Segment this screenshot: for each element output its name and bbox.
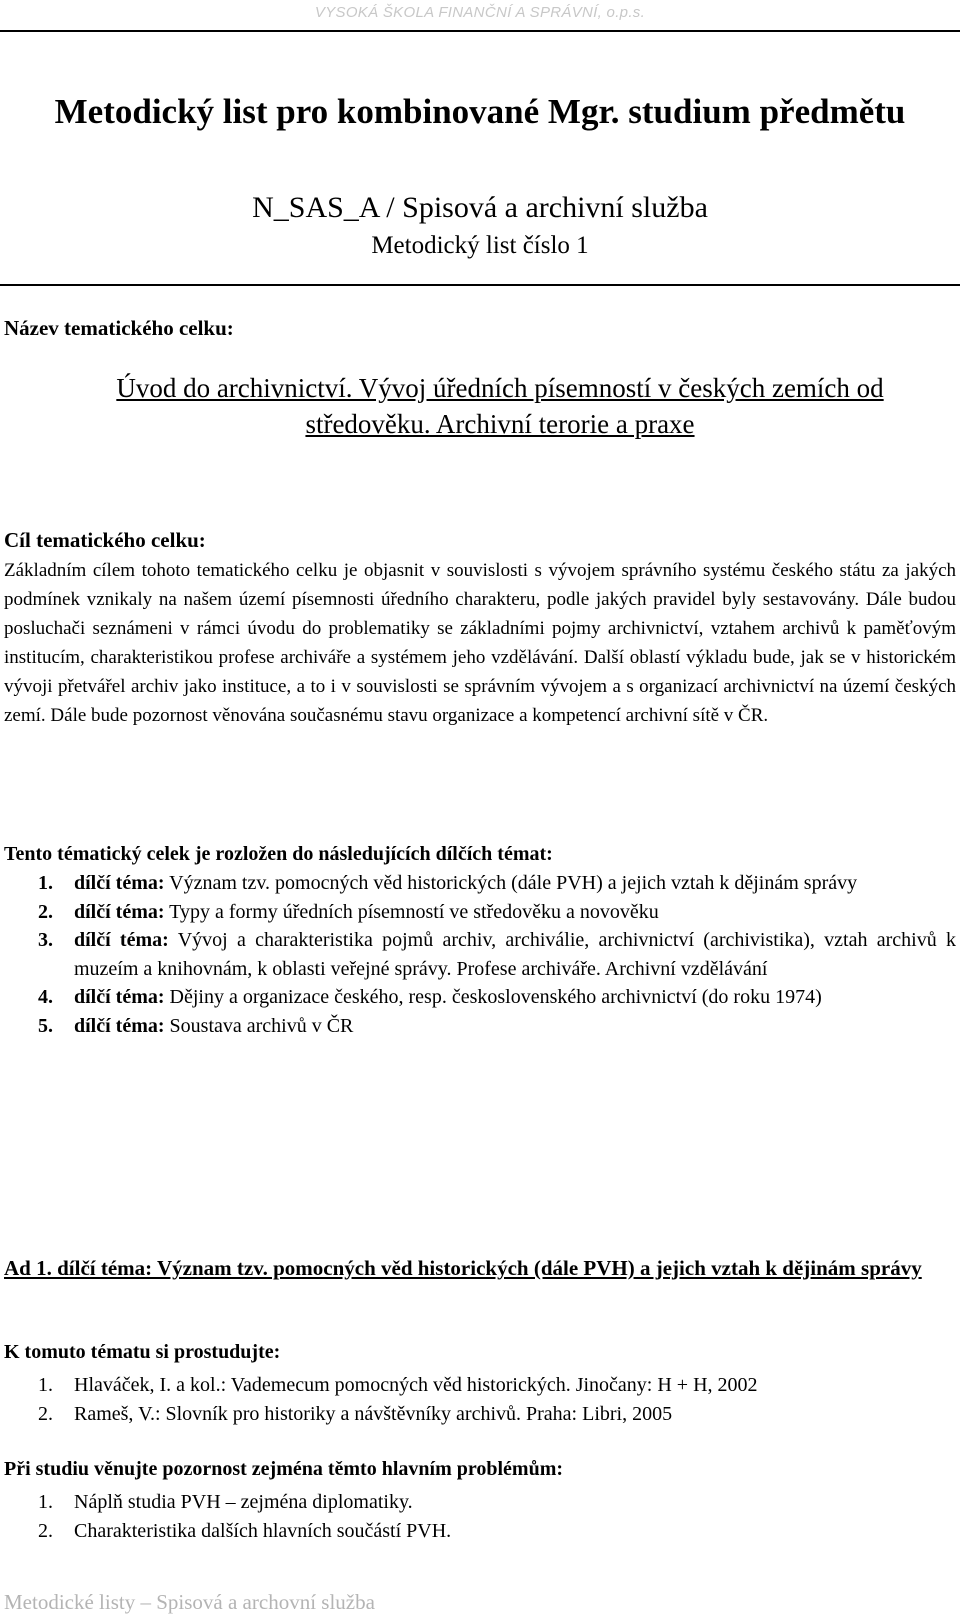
topic-number: 4. (38, 986, 53, 1008)
study-number: 2. (38, 1402, 53, 1425)
focus-text: Náplň studia PVH – zejména diplomatiky. (74, 1491, 413, 1513)
focus-item (0, 1517, 956, 1546)
topics-list (0, 869, 956, 1040)
header-rule (0, 30, 960, 32)
topic-text: Vývoj a charakteristika pojmů archiv, archiválie, archivnictví (archivistika), vztah archivů k muzeím a knihovnám, k oblasti veřejné správy. Profese archiváře. Archivní vzdělávání (74, 929, 956, 980)
goal-text: Základním cílem tohoto tematického celku je objasnit v souvislosti s vývojem správního systému českého státu za jakých podmínek vznikaly na našem území písemnosti úředního charakteru, podle jakých pravidel byly sestavovány. Dále budou posluchači seznámeni v rámci úvodu do problematiky se základními pojmy archivnictví, vztahem archivů k paměťovým institucím, charakteristikou profese archiváře a systémem jeho vzdělávání. Další oblastí výkladu bude, jak se v historickém vývoji přetvářel archiv jako instituce, a to i v souvislosti se správním vývojem a s organizací archivnictví na území českých zemí. Dále bude pozornost věnována současnému stavu organizace a kompetencí archivní sítě v ČR. (4, 560, 956, 726)
study-label: K tomuto tématu si prostudujte: (4, 1341, 281, 1363)
study-item (0, 1400, 956, 1429)
topic-number: 5. (38, 1014, 53, 1037)
goal-label: Cíl tematického celku: (4, 528, 206, 552)
study-text: Hlaváček, I. a kol.: Vademecum pomocných věd historických. Jinočany: H + H, 2002 (74, 1374, 758, 1396)
unit-name: Úvod do archivnictví. Vývoj úředních písemností v českých zemích od středověku. Archivní terorie a praxe (116, 373, 884, 439)
title-rule (0, 284, 960, 286)
sheet-number: Metodický list číslo 1 (371, 232, 589, 259)
focus-list (0, 1488, 956, 1545)
focus-number: 1. (38, 1491, 53, 1513)
institution-header: VYSOKÁ ŠKOLA FINANČNÍ A SPRÁVNÍ, o.p.s. (314, 4, 646, 21)
topic-text: Soustava archivů v ČR (169, 1014, 354, 1037)
topic-text: Typy a formy úředních písemností ve středověku a novověku (169, 900, 659, 923)
topic-prefix: dílčí téma: (74, 872, 165, 894)
study-text: Rameš, V.: Slovník pro historiky a návštěvníky archivů. Praha: Libri, 2005 (74, 1402, 673, 1425)
page-footer: Metodické listy – Spisová a archovní služba (4, 1590, 375, 1614)
study-list (0, 1371, 956, 1428)
topic-prefix: dílčí téma: (74, 929, 169, 951)
study-number: 1. (38, 1374, 53, 1396)
study-item (0, 1371, 956, 1400)
focus-label: Při studiu věnujte pozornost zejména těmto hlavním problémům: (4, 1458, 564, 1480)
unit-label: Název tematického celku: (4, 316, 234, 340)
topic-number: 3. (38, 929, 53, 951)
topic-item (0, 869, 956, 898)
page-title: Metodický list pro kombinované Mgr. studium předmětu (54, 92, 906, 131)
focus-item (0, 1488, 956, 1517)
focus-number: 2. (38, 1519, 53, 1542)
topic-text: Význam tzv. pomocných věd historických (dále PVH) a jejich vztah k dějinám správy (169, 872, 858, 894)
topic-prefix: dílčí téma: (74, 986, 165, 1008)
topic-item (0, 1012, 956, 1041)
focus-text: Charakteristika dalších hlavních součástí PVH. (74, 1519, 452, 1542)
course-code-title: N_SAS_A / Spisová a archivní služba (252, 191, 708, 224)
topic-item (0, 898, 956, 927)
ad1-heading: Ad 1. dílčí téma: Význam tzv. pomocných věd historických (dále PVH) a jejich vztah k dějinám správy (4, 1256, 922, 1280)
topic-prefix: dílčí téma: (74, 900, 165, 923)
topic-text: Dějiny a organizace českého, resp. československého archivnictví (do roku 1974) (169, 986, 822, 1008)
topic-number: 1. (38, 872, 53, 894)
topic-number: 2. (38, 900, 53, 923)
topic-prefix: dílčí téma: (74, 1014, 165, 1037)
topic-item (0, 926, 956, 983)
topic-item (0, 983, 956, 1012)
topics-heading: Tento tématický celek je rozložen do následujících dílčích témat: (4, 843, 553, 865)
